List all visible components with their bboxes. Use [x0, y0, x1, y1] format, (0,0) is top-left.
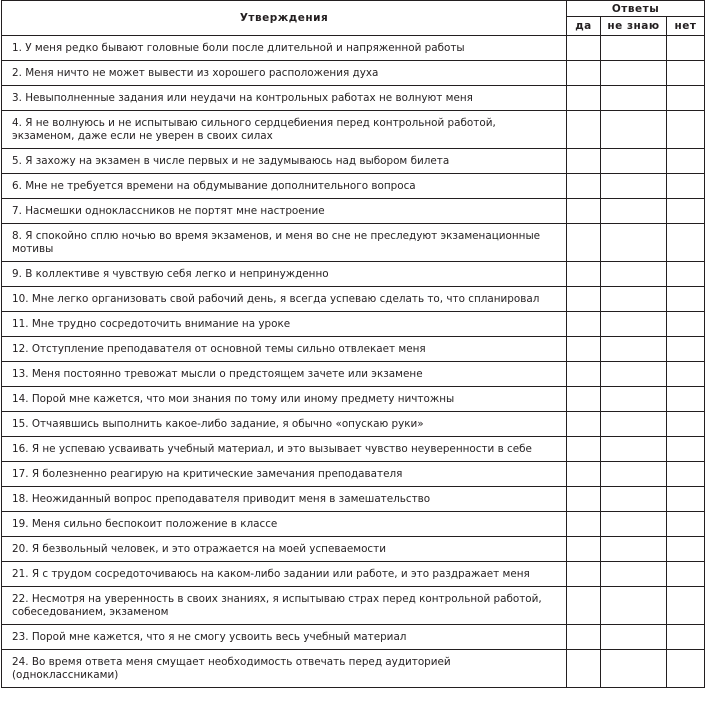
no-cell[interactable]: [667, 587, 705, 625]
no-cell[interactable]: [667, 312, 705, 337]
no-cell[interactable]: [667, 86, 705, 111]
no-cell[interactable]: [667, 512, 705, 537]
table-row: [2, 262, 705, 287]
dont-know-cell[interactable]: [601, 312, 667, 337]
table-row: [2, 149, 705, 174]
no-cell[interactable]: [667, 462, 705, 487]
dont-know-cell[interactable]: [601, 337, 667, 362]
table-row: [2, 587, 705, 625]
dont-know-cell[interactable]: [601, 262, 667, 287]
yes-cell[interactable]: [567, 199, 601, 224]
yes-cell[interactable]: [567, 537, 601, 562]
statement-text: 4. Я не волнуюсь и не испытываю сильного сердцебиения перед контрольной работой, экзаменом, даже если не уверен в своих силах: [2, 111, 567, 149]
statement-text: 18. Неожиданный вопрос преподавателя приводит меня в замешательство: [2, 487, 567, 512]
statement-text: 20. Я безвольный человек, и это отражается на моей успеваемости: [2, 537, 567, 562]
yes-cell[interactable]: [567, 262, 601, 287]
no-cell[interactable]: [667, 111, 705, 149]
statement-text: 12. Отступление преподавателя от основной темы сильно отвлекает меня: [2, 337, 567, 362]
dont-know-cell[interactable]: [601, 625, 667, 650]
statement-text: 13. Меня постоянно тревожат мысли о предстоящем зачете или экзамене: [2, 362, 567, 387]
no-cell[interactable]: [667, 224, 705, 262]
statement-text: 5. Я захожу на экзамен в числе первых и не задумываюсь над выбором билета: [2, 149, 567, 174]
no-cell[interactable]: [667, 625, 705, 650]
statement-text: 23. Порой мне кажется, что я не смогу усвоить весь учебный материал: [2, 625, 567, 650]
dont-know-cell[interactable]: [601, 650, 667, 688]
table-row: [2, 487, 705, 512]
table-row: [2, 199, 705, 224]
no-cell[interactable]: [667, 650, 705, 688]
no-cell[interactable]: [667, 437, 705, 462]
table-row: [2, 437, 705, 462]
yes-cell[interactable]: [567, 387, 601, 412]
table-row: [2, 512, 705, 537]
no-cell[interactable]: [667, 362, 705, 387]
dont-know-cell[interactable]: [601, 61, 667, 86]
no-cell[interactable]: [667, 487, 705, 512]
table-row: [2, 287, 705, 312]
no-cell[interactable]: [667, 149, 705, 174]
yes-cell[interactable]: [567, 149, 601, 174]
table-row: [2, 462, 705, 487]
dont-know-cell[interactable]: [601, 36, 667, 61]
statement-text: 21. Я с трудом сосредоточиваюсь на каком-либо задании или работе, и это раздражает меня: [2, 562, 567, 587]
table-row: [2, 111, 705, 149]
statement-text: 6. Мне не требуется времени на обдумывание дополнительного вопроса: [2, 174, 567, 199]
statement-text: 16. Я не успеваю усваивать учебный материал, и это вызывает чувство неуверенности в себе: [2, 437, 567, 462]
table-row: [2, 562, 705, 587]
table-row: [2, 174, 705, 199]
yes-cell[interactable]: [567, 437, 601, 462]
no-cell[interactable]: [667, 287, 705, 312]
no-cell[interactable]: [667, 387, 705, 412]
table-row: [2, 387, 705, 412]
yes-cell[interactable]: [567, 412, 601, 437]
dont-know-cell[interactable]: [601, 174, 667, 199]
statement-text: 15. Отчаявшись выполнить какое-либо задание, я обычно «опускаю руки»: [2, 412, 567, 437]
statement-text: 8. Я спокойно сплю ночью во время экзаменов, и меня во сне не преследуют экзаменационные мотивы: [2, 224, 567, 262]
yes-cell[interactable]: [567, 224, 601, 262]
table-row: [2, 312, 705, 337]
dont-know-cell[interactable]: [601, 587, 667, 625]
dont-know-cell[interactable]: [601, 362, 667, 387]
yes-cell[interactable]: [567, 111, 601, 149]
dont-know-cell[interactable]: [601, 487, 667, 512]
no-cell[interactable]: [667, 412, 705, 437]
table-row: [2, 537, 705, 562]
no-cell[interactable]: [667, 36, 705, 61]
table-row: [2, 625, 705, 650]
dont-know-cell[interactable]: [601, 86, 667, 111]
statement-text: 11. Мне трудно сосредоточить внимание на уроке: [2, 312, 567, 337]
dont-know-cell[interactable]: [601, 387, 667, 412]
statement-text: 19. Меня сильно беспокоит положение в классе: [2, 512, 567, 537]
yes-cell[interactable]: [567, 86, 601, 111]
statement-text: 7. Насмешки одноклассников не портят мне настроение: [2, 199, 567, 224]
yes-cell[interactable]: [567, 174, 601, 199]
statement-text: 10. Мне легко организовать свой рабочий день, я всегда успеваю сделать то, что спланировал: [2, 287, 567, 312]
dont-know-cell[interactable]: [601, 462, 667, 487]
yes-header: да: [567, 17, 601, 36]
table-row: [2, 224, 705, 262]
statement-text: 1. У меня редко бывают головные боли после длительной и напряженной работы: [2, 36, 567, 61]
yes-cell[interactable]: [567, 287, 601, 312]
no-header: нет: [667, 17, 705, 36]
no-cell[interactable]: [667, 174, 705, 199]
dont-know-cell[interactable]: [601, 287, 667, 312]
dont-know-cell[interactable]: [601, 224, 667, 262]
questionnaire-table: [1, 0, 705, 688]
table-row: [2, 86, 705, 111]
no-cell[interactable]: [667, 61, 705, 86]
dont-know-cell[interactable]: [601, 149, 667, 174]
no-cell[interactable]: [667, 537, 705, 562]
dont-know-cell[interactable]: [601, 437, 667, 462]
table-row: [2, 362, 705, 387]
no-cell[interactable]: [667, 199, 705, 224]
yes-cell[interactable]: [567, 587, 601, 625]
yes-cell[interactable]: [567, 650, 601, 688]
dont-know-header: не знаю: [601, 17, 667, 36]
dont-know-cell[interactable]: [601, 537, 667, 562]
dont-know-cell[interactable]: [601, 199, 667, 224]
statements-header: Утверждения: [2, 1, 567, 36]
statement-text: 17. Я болезненно реагирую на критические замечания преподавателя: [2, 462, 567, 487]
yes-cell[interactable]: [567, 36, 601, 61]
yes-cell[interactable]: [567, 61, 601, 86]
statement-text: 3. Невыполненные задания или неудачи на контрольных работах не волнуют меня: [2, 86, 567, 111]
statement-text: 24. Во время ответа меня смущает необходимость отвечать перед аудиторией (одноклассниками): [2, 650, 567, 688]
table-row: [2, 412, 705, 437]
yes-cell[interactable]: [567, 312, 601, 337]
dont-know-cell[interactable]: [601, 562, 667, 587]
table-row: [2, 337, 705, 362]
table-row: [2, 61, 705, 86]
statement-text: 22. Несмотря на уверенность в своих знаниях, я испытываю страх перед контрольной работой, собеседованием, экзаменом: [2, 587, 567, 625]
yes-cell[interactable]: [567, 487, 601, 512]
yes-cell[interactable]: [567, 462, 601, 487]
yes-cell[interactable]: [567, 362, 601, 387]
dont-know-cell[interactable]: [601, 111, 667, 149]
no-cell[interactable]: [667, 562, 705, 587]
no-cell[interactable]: [667, 262, 705, 287]
yes-cell[interactable]: [567, 512, 601, 537]
yes-cell[interactable]: [567, 625, 601, 650]
statement-text: 2. Меня ничто не может вывести из хорошего расположения духа: [2, 61, 567, 86]
dont-know-cell[interactable]: [601, 412, 667, 437]
yes-cell[interactable]: [567, 337, 601, 362]
statement-text: 14. Порой мне кажется, что мои знания по тому или иному предмету ничтожны: [2, 387, 567, 412]
dont-know-cell[interactable]: [601, 512, 667, 537]
table-row: [2, 650, 705, 688]
no-cell[interactable]: [667, 337, 705, 362]
statement-text: 9. В коллективе я чувствую себя легко и непринужденно: [2, 262, 567, 287]
answers-header: Ответы: [567, 1, 705, 17]
yes-cell[interactable]: [567, 562, 601, 587]
table-row: [2, 36, 705, 61]
